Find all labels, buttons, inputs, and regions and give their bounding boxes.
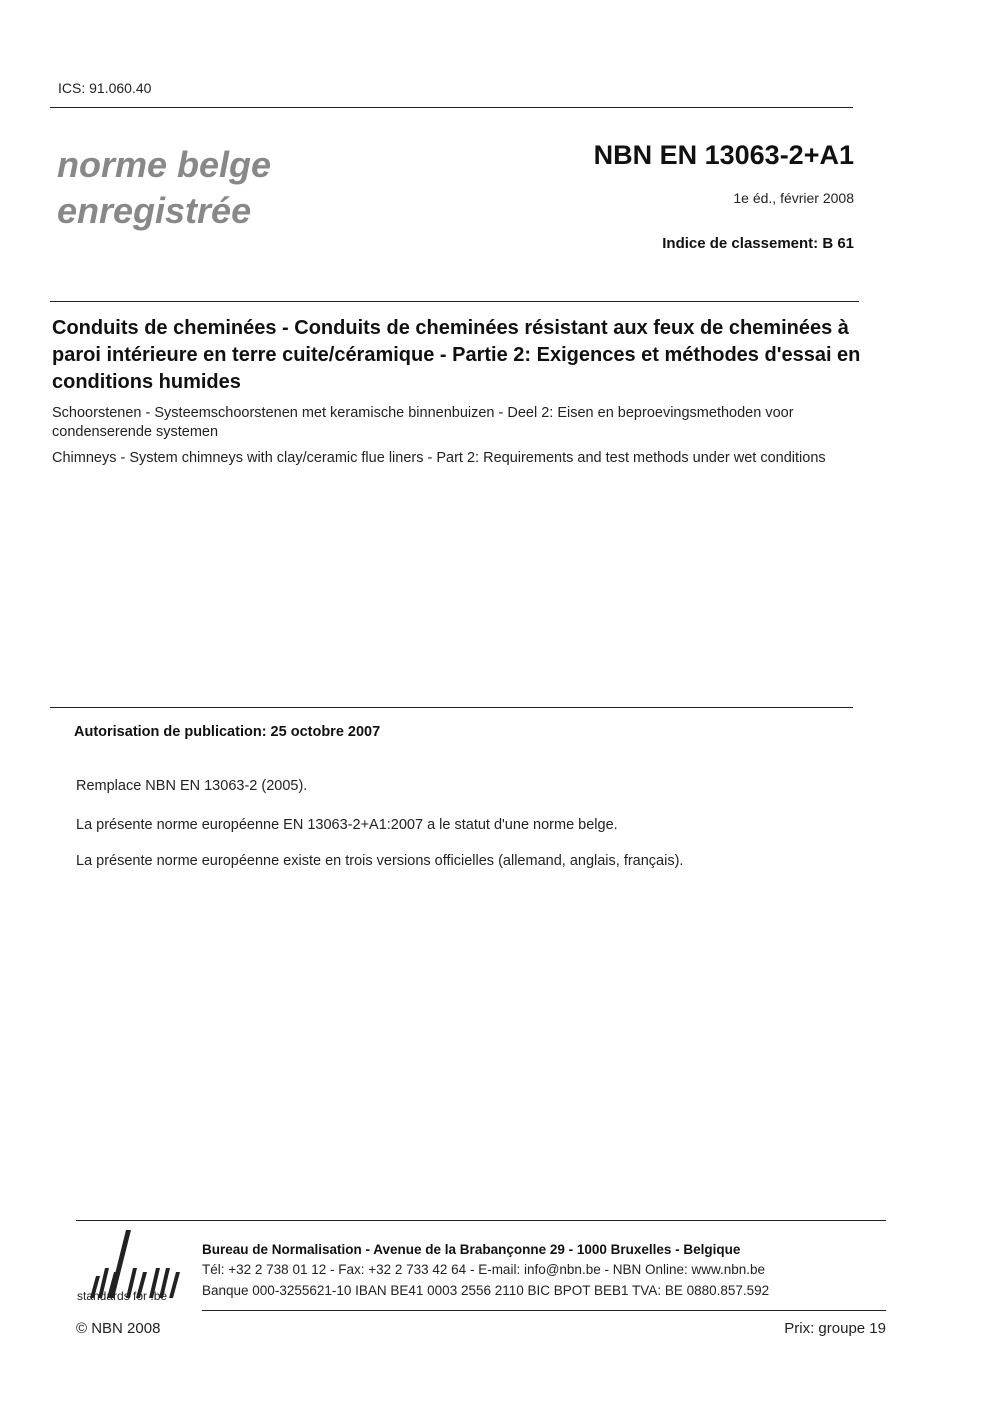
- footer-divider: [76, 1220, 886, 1221]
- footer-address: Bureau de Normalisation - Avenue de la Brabançonne 29 - 1000 Bruxelles - Belgique: [202, 1242, 741, 1257]
- note-status: La présente norme européenne EN 13063-2+A1:2007 a le statut d'une norme belge.: [76, 817, 618, 833]
- title-french: Conduits de cheminées - Conduits de cheminées résistant aux feux de cheminées à paroi intérieure en terre cuite/céramique - Partie 2: Exigences et méthodes d'essai en conditions humides: [52, 317, 861, 393]
- note-versions: La présente norme européenne existe en trois versions officielles (allemand, anglais, français).: [76, 853, 684, 869]
- norm-type-heading: [57, 142, 397, 234]
- publication-authorisation: Autorisation de publication: 25 octobre 2007: [74, 724, 381, 740]
- copyright: © NBN 2008: [76, 1320, 161, 1337]
- footer-bank: Banque 000-3255621-10 IBAN BE41 0003 2556 2110 BIC BPOT BEB1 TVA: BE 0880.857.592: [202, 1283, 770, 1298]
- norm-type-line-1: norme belge: [57, 144, 272, 185]
- norm-type-line-2: enregistrée: [57, 190, 252, 231]
- ics-code: ICS: 91.060.40: [58, 80, 152, 96]
- title-english: Chimneys - System chimneys with clay/ceramic flue liners - Part 2: Requirements and test methods under wet conditions: [52, 450, 826, 466]
- title-dutch: Schoorstenen - Systeemschoorstenen met keramische binnenbuizen - Deel 2: Eisen en beproevingsmethoden voor condenserende systemen: [52, 405, 794, 440]
- price-group: Prix: groupe 19: [784, 1320, 886, 1337]
- header-divider: [50, 107, 853, 108]
- publication-divider: [50, 707, 853, 708]
- classification-index: Indice de classement: B 61: [662, 235, 854, 252]
- edition-date: 1e éd., février 2008: [733, 190, 854, 206]
- note-replaces: Remplace NBN EN 13063-2 (2005).: [76, 778, 308, 794]
- logo-tagline: standards for .be: [77, 1289, 168, 1303]
- title-divider: [50, 301, 859, 302]
- footer-bottom-divider: [202, 1310, 886, 1311]
- footer-contact: Tél: +32 2 738 01 12 - Fax: +32 2 733 42 64 - E-mail: info@nbn.be - NBN Online: www.nbn.be: [202, 1262, 766, 1277]
- standard-number: NBN EN 13063-2+A1: [593, 140, 854, 170]
